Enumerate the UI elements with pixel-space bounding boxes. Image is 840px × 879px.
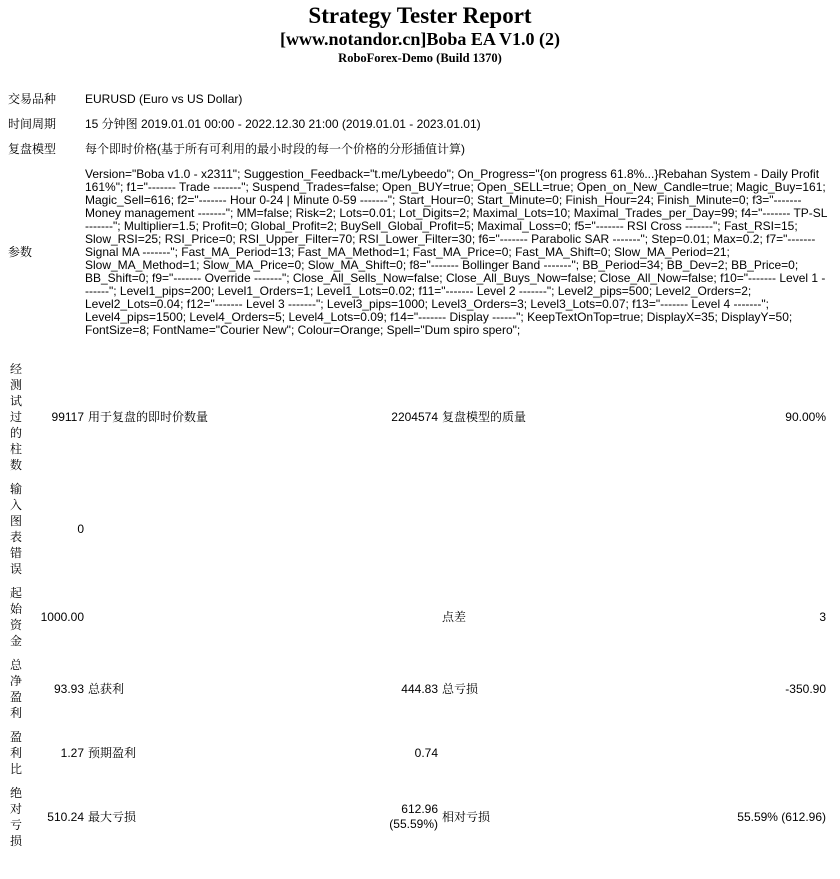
ticks-modelled-value: 2204574 [391,409,438,424]
gross-loss-label: 总亏损 [442,681,479,696]
empty-cell [690,477,828,581]
maximal-drawdown-label: 最大亏损 [88,809,137,824]
initial-deposit-row [8,581,828,653]
period-row [8,112,828,137]
results-table [8,357,828,853]
symbol-row [8,87,828,112]
relative-drawdown-value: 55.59% (612.96) [737,809,826,824]
total-net-profit-label: 总净盈利 [10,658,23,720]
modelling-quality-value: 90.00% [785,409,826,424]
spread-label: 点差 [442,609,467,624]
model-row [8,137,828,162]
mismatched-charts-errors-row [8,477,828,581]
maximal-drawdown-value: 612.96 (55.59%) [389,802,438,831]
gross-loss-value: -350.90 [785,681,826,696]
symbol-value: EURUSD (Euro vs US Dollar) [85,92,243,106]
report-title: Strategy Tester Report [308,3,532,28]
parameters-value: Version="Boba v1.0 - x2311"; Suggestion_Feedback="t.me/Lybeedo"; On_Progress="{on progress 61.8%...}Rebahan System - Daily Profit 161%"; f1="------- Trade -------"; Suspend_Trades=false; Open_BUY=true; Open_SELL=true; Open_on_New_Candle=true; Magic_Buy=161; Magic_Sell=616; f2="------- Hour 0-24 | Minute 0-59 -------"; Start_Hour=0; Start_Minute=0; Finish_Hour=24; Finish_Minute=0; f3="------- Money management -------"; MM=false; Risk=2; Lots=0.01; Lot_Digits=2; Maximal_Lots=10; Maximal_Trades_per_Day=99; f4="------- TP-SL -------"; Multiplier=1.5; Profit=0; Global_Profit=2; BuySell_Global_Profit=5; Maximal_Loss=0; f5="------- RSI Cross -------"; Fast_RSI=15; Slow_RSI=25; RSI_Price=0; RSI_Upper_Filter=70; RSI_Lower_Filter=30; f6="------- Parabolic SAR -------"; Step=0.01; Max=0.2; f7="------- Signal MA -------"; Fast_MA_Period=13; Fast_MA_Method=1; Fast_MA_Price=0; Fast_MA_Shift=0; Slow_MA_Period=21; Slow_MA_Method=1; Slow_MA_Price=0; Slow_MA_Shift=0; f8="------- Bollinger Band -------"; BB_Period=34; BB_Dev=2; BB_Price=0; BB_Shift=0; f9="------- Override -------"; Close_All_Sells_Now=false; Close_All_Buys_Now=false; Close_All_Now=false; f10="------- Level 1 -------"; Level1_pips=200; Level1_Orders=1; Level1_Lots=0.02; f11="------- Level 2 -------"; Level2_pips=500; Level2_Orders=2; Level2_Lots=0.04; f12="------- Level 3 -------"; Level3_pips=1000; Level3_Orders=3; Level3_Lots=0.07; f13="------- Level 4 -------"; Level4_pips=1500; Level4_Orders=5; Level4_Lots=0.09; f14="------- Display ------"; KeepTextOnTop=true; DisplayX=35; DisplayY=50; FontSize=8; FontName="Courier New"; Colour=Orange; Spell="Dum spiro spero"; [85,167,828,337]
expected-payoff-value: 0.74 [414,745,438,760]
symbol-label: 交易品种 [8,92,57,106]
expected-payoff-label: 预期盈利 [88,745,137,760]
server-build: RoboForex-Demo (Build 1370) [338,51,502,65]
empty-cell [440,477,690,581]
mismatched-charts-errors-value: 0 [77,521,84,536]
ticks-modelled-label: 用于复盘的即时价数量 [88,409,209,424]
parameters-label: 参数 [8,245,33,259]
empty-cell [348,477,440,581]
initial-deposit-value: 1000.00 [40,609,84,624]
total-net-profit-value: 93.93 [53,681,84,696]
period-label: 时间周期 [8,117,57,131]
empty-cell [86,477,348,581]
bars-in-test-label: 经测试过的柱数 [10,362,23,472]
initial-deposit-label: 起始资金 [10,586,23,648]
profit-factor-value: 1.27 [60,745,84,760]
empty-cell [690,725,828,781]
empty-cell [440,725,690,781]
total-net-profit-row [8,653,828,725]
absolute-drawdown-label: 绝对亏损 [10,786,23,848]
report-header [0,0,840,66]
relative-drawdown-label: 相对亏损 [442,809,491,824]
ea-name: [www.notandor.cn]Boba EA V1.0 (2) [279,29,561,49]
gross-profit-label: 总获利 [88,681,125,696]
test-settings-table [8,87,828,343]
model-label: 复盘模型 [8,142,57,156]
gross-profit-value: 444.83 [401,681,438,696]
bars-in-test-row [8,357,828,477]
bars-in-test-value: 99117 [51,409,84,424]
modelling-quality-label: 复盘模型的质量 [442,409,527,424]
mismatched-charts-errors-label: 输入图表错误 [10,482,23,576]
drawdown-row [8,781,828,853]
parameters-row [8,162,828,343]
period-value: 15 分钟图 2019.01.01 00:00 - 2022.12.30 21:00 (2019.01.01 - 2023.01.01) [85,117,481,131]
model-value: 每个即时价格(基于所有可利用的最小时段的每一个价格的分形插值计算) [85,142,465,156]
empty-cell [348,581,440,653]
absolute-drawdown-value: 510.24 [47,809,84,824]
profit-factor-label: 盈利比 [10,730,23,776]
profit-factor-row [8,725,828,781]
empty-cell [86,581,348,653]
spread-value: 3 [819,609,826,624]
